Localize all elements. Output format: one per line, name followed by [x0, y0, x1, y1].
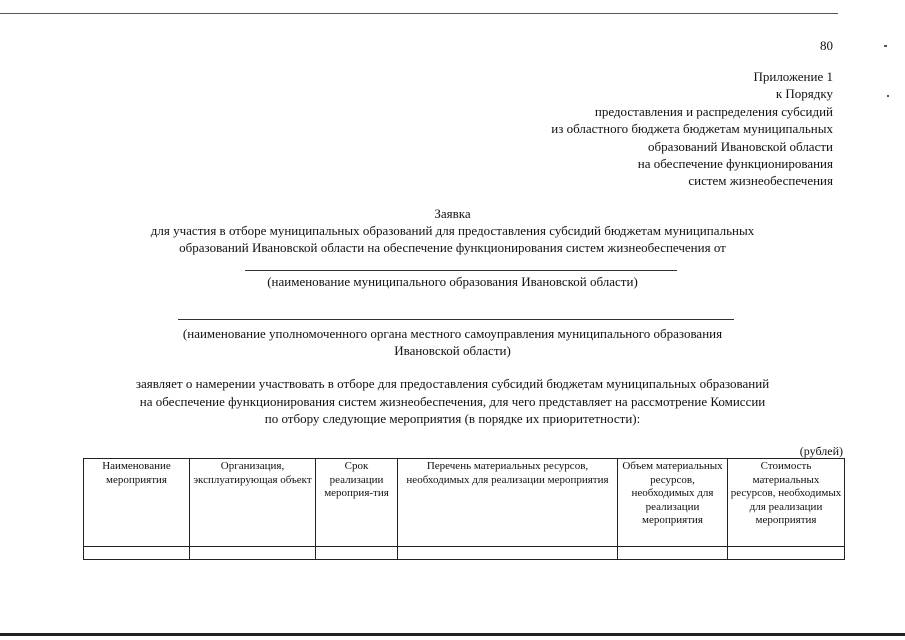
caption-text: (наименование муниципального образования Ивановской области): [267, 274, 638, 289]
measures-table: [83, 458, 845, 560]
table-row: [84, 547, 845, 560]
scan-speck: [887, 95, 889, 97]
page-number: 80: [820, 38, 833, 53]
table-cell[interactable]: [618, 547, 728, 560]
column-header-measure-name: Наименование мероприятия: [84, 459, 190, 547]
statement-line: на обеспечение функционирования систем жизнеобеспечения, для чего представляет на рассмотрение Комиссии: [139, 393, 766, 409]
column-header-organization: Организация, эксплуатирующая объект: [190, 459, 316, 547]
appendix-block: [273, 68, 833, 190]
caption-text: (наименование уполномоченного органа местного самоуправления муниципального образования: [182, 326, 723, 341]
appendix-line: к Порядку: [775, 86, 833, 102]
statement-paragraph: [0, 375, 905, 428]
municipality-fill-line: [245, 270, 677, 271]
column-header-term: Срок реализации мероприя-тия: [316, 459, 398, 547]
table-cell[interactable]: [398, 547, 618, 560]
appendix-line: предоставления и распределения субсидий: [594, 103, 833, 119]
authority-fill-line: [178, 319, 734, 320]
table-cell[interactable]: [316, 547, 398, 560]
column-header-resources-list: Перечень материальных ресурсов, необходимых для реализации мероприятия: [398, 459, 618, 547]
column-header-resources-volume: Объем материальных ресурсов, необходимых для реализации мероприятия: [618, 459, 728, 547]
table-header-row: [84, 459, 845, 547]
appendix-line: систем жизнеобеспечения: [688, 173, 833, 189]
authority-caption: [0, 325, 905, 359]
appendix-line: из областного бюджета бюджетам муниципальных: [551, 121, 833, 137]
title-line: образований Ивановской области на обеспечение функционирования систем жизнеобеспечения от: [179, 240, 726, 255]
statement-line: по отбору следующие мероприятия (в порядке их приоритетности):: [264, 411, 641, 426]
scan-speck: [884, 45, 887, 47]
appendix-line: на обеспечение функционирования: [637, 156, 833, 172]
table-cell[interactable]: [728, 547, 845, 560]
title-line: для участия в отборе муниципальных образований для предоставления субсидий бюджетам муниципальных: [150, 223, 755, 238]
municipality-caption: [0, 273, 905, 290]
column-header-resources-cost: Стоимость материальных ресурсов, необходимых для реализации мероприятия: [728, 459, 845, 547]
bottom-border-line: [0, 633, 905, 636]
table-cell[interactable]: [84, 547, 190, 560]
units-label: (рублей): [799, 444, 843, 458]
appendix-line: Приложение 1: [753, 69, 833, 84]
appendix-line: образований Ивановской области: [647, 138, 833, 154]
table-cell[interactable]: [190, 547, 316, 560]
caption-text: Ивановской области): [394, 343, 511, 358]
title-heading: Заявка: [434, 206, 471, 221]
application-title: [0, 205, 905, 256]
statement-line: заявляет о намерении участвовать в отборе для предоставления субсидий бюджетам муниципальных образований: [135, 376, 770, 391]
top-border-line: [0, 13, 838, 14]
